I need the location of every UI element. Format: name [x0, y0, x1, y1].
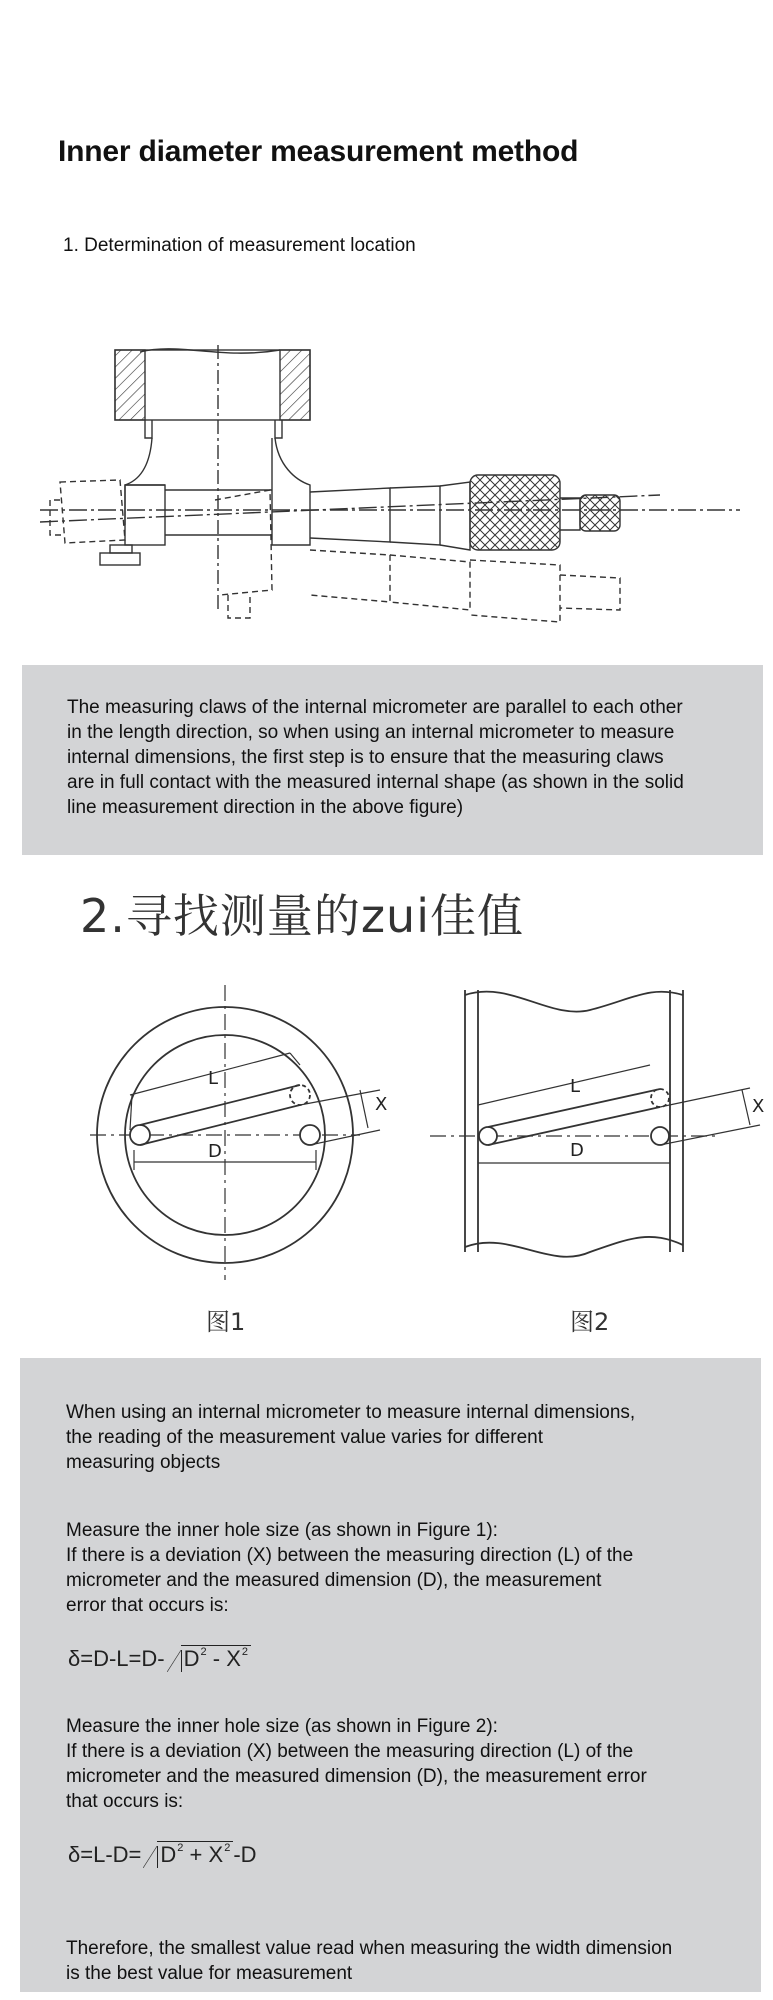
page-title: Inner diameter measurement method [58, 135, 579, 168]
fig2-label-D: D [570, 1140, 584, 1161]
panel2-intro: When using an internal micrometer to measure internal dimensions, the reading of the measurement value varies for different measuring objects [66, 1402, 636, 1473]
formula-1 [68, 1646, 251, 1672]
fig1-label-D: D [208, 1141, 222, 1162]
formula2-d: D [160, 1842, 177, 1867]
figure-1-caption: 图1 [206, 1308, 246, 1336]
fig1-label-X: X [375, 1094, 388, 1115]
explanation-panel-1 [22, 665, 763, 855]
formula2-op: + [189, 1842, 203, 1867]
formula1-op: - [212, 1646, 221, 1671]
formula2-suffix: -D [233, 1842, 257, 1867]
panel1-text: The measuring claws of the internal micrometer are parallel to each other in the length direction, so when using an internal micrometer to measure internal dimensions, the first step is to ensure that the measuring claws are in full contact with the measured internal shape (as shown in the solid line measurement direction in the above figure) [67, 697, 684, 818]
formula1-x-exp: 2 [241, 1646, 249, 1658]
formula2-prefix: δ=L-D= [68, 1842, 142, 1867]
micrometer-diagram [40, 340, 740, 630]
sqrt-symbol [167, 1646, 251, 1672]
formula1-x: X [226, 1646, 241, 1671]
formula2-x-exp: 2 [224, 1842, 231, 1854]
panel2-case2: Measure the inner hole size (as shown in Figure 2): If there is a deviation (X) between the measuring direction (L) of the micrometer and the measured dimension (D), the measurement error that occurs is: [66, 1716, 647, 1812]
formula1-prefix: δ=D-L=D- [68, 1646, 165, 1671]
figure-1-ring [90, 970, 388, 1290]
formula2-d-exp: 2 [177, 1842, 184, 1854]
fig1-label-L: L [208, 1068, 219, 1089]
panel2-case1: Measure the inner hole size (as shown in Figure 1): If there is a deviation (X) between the measuring direction (L) of the micrometer and the measured dimension (D), the measurement error that occurs is: [66, 1520, 634, 1616]
step1-title: 1. Determination of measurement location [63, 235, 416, 256]
panel2-conclusion: Therefore, the smallest value read when measuring the width dimension is the best value for measurement [66, 1938, 673, 1984]
fig2-label-X: X [752, 1096, 765, 1117]
explanation-panel-2 [20, 1358, 761, 1992]
formula2-x: X [208, 1842, 224, 1867]
step2-title: 2.寻找测量的zui佳值 [80, 889, 524, 943]
formula1-d-exp: 2 [200, 1646, 207, 1658]
formula-2 [68, 1842, 257, 1868]
figure-2-bore [430, 990, 770, 1260]
figure-2-caption: 图2 [570, 1308, 610, 1336]
sqrt-symbol [143, 1842, 233, 1868]
fig2-label-L: L [570, 1076, 581, 1097]
formula1-d: D [183, 1646, 200, 1671]
